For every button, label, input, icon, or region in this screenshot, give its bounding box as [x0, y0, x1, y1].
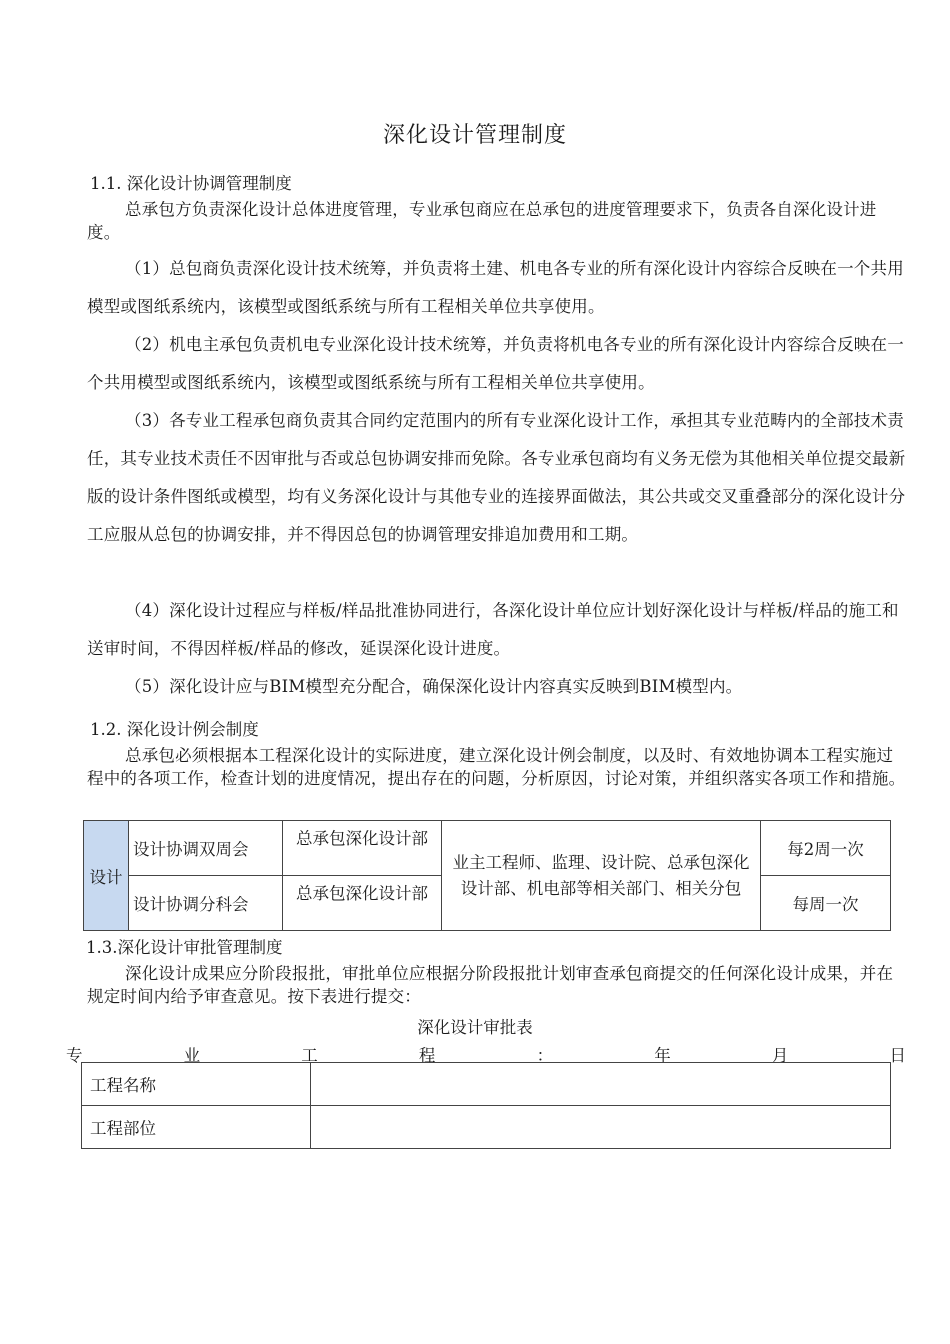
- meeting-table: [83, 820, 891, 931]
- date-line-char: 专: [66, 1046, 83, 1065]
- section-1-1-item-3: （3）各专业工程承包商负责其合同约定范围内的所有专业深化设计工作，承担其专业范畴内的全部技术责任，其专业技术责任不因审批与否或总包协调安排而免除。各专业承包商均有义务无偿为其他相关单位提交最新版的设计条件图纸或模型，均有义务深化设计与其他专业的连接界面做法，其公共或交叉重叠部分的深化设计分工应服从总包的协调安排，并不得因总包的协调管理安排追加费用和工期。: [87, 411, 906, 544]
- project-name-label: 工程名称: [82, 1063, 311, 1106]
- date-line-char: 日: [889, 1046, 906, 1065]
- meeting-frequency-cell: 每周一次: [761, 876, 891, 931]
- project-part-value[interactable]: [311, 1106, 891, 1149]
- section-heading-1-3: 1.3.深化设计审批管理制度: [86, 938, 283, 957]
- project-part-label: 工程部位: [82, 1106, 311, 1149]
- section-1-1-item-2: （2）机电主承包负责机电专业深化设计技术统筹，并负责将机电各专业的所有深化设计内容综合反映在一个共用模型或图纸系统内，该模型或图纸系统与所有工程相关单位共享使用。: [87, 335, 904, 392]
- meeting-name-cell: 设计协调分科会: [129, 876, 283, 931]
- date-line-char: 年: [654, 1046, 671, 1065]
- project-name-value[interactable]: [311, 1063, 891, 1106]
- approval-table: [81, 1062, 891, 1149]
- section-1-3-intro: 深化设计成果应分阶段报批，审批单位应根据分阶段报批计划审查承包商提交的任何深化设计成果，并在规定时间内给予审查意见。按下表进行提交：: [87, 964, 894, 1006]
- page-title: 深化设计管理制度: [382, 123, 567, 148]
- section-1-1-item-5: （5）深化设计应与BIM模型充分配合，确保深化设计内容真实反映到BIM模型内。: [125, 677, 743, 696]
- meeting-name-cell: 设计协调双周会: [129, 821, 283, 876]
- section-heading-1-2: 1.2. 深化设计例会制度: [90, 720, 259, 739]
- section-1-1-intro: 总承包方负责深化设计总体进度管理，专业承包商应在总承包的进度管理要求下，负责各自深化设计进度。: [87, 200, 877, 242]
- date-line-char: 程: [418, 1046, 436, 1065]
- meeting-host-cell: 总承包深化设计部: [283, 876, 442, 931]
- date-line-char: 业: [183, 1046, 201, 1065]
- approval-table-title: 深化设计审批表: [417, 1018, 533, 1037]
- meeting-frequency-cell: 每2周一次: [761, 821, 891, 876]
- meeting-category-cell: 设计: [84, 821, 129, 931]
- meeting-participants-cell: 业主工程师、监理、设计院、总承包深化设计部、机电部等相关部门、相关分包: [442, 821, 761, 931]
- date-line-char: 工: [301, 1046, 318, 1065]
- meeting-host-cell: 总承包深化设计部: [283, 821, 442, 876]
- date-line-char: ：: [536, 1046, 554, 1065]
- section-1-2-intro: 总承包必须根据本工程深化设计的实际进度，建立深化设计例会制度，以及时、有效地协调本工程实施过程中的各项工作，检查计划的进度情况，提出存在的问题，分析原因，讨论对策，并组织落实各项工作和措施。: [87, 746, 906, 788]
- section-1-1-item-4: （4）深化设计过程应与样板/样品批准协同进行，各深化设计单位应计划好深化设计与样板/样品的施工和送审时间，不得因样板/样品的修改，延误深化设计进度。: [87, 601, 899, 658]
- section-1-1-item-1: （1）总包商负责深化设计技术统筹，并负责将土建、机电各专业的所有深化设计内容综合反映在一个共用模型或图纸系统内，该模型或图纸系统与所有工程相关单位共享使用。: [87, 259, 904, 316]
- section-heading-1-1: 1.1. 深化设计协调管理制度: [90, 174, 292, 193]
- date-line-char: 月: [771, 1046, 789, 1065]
